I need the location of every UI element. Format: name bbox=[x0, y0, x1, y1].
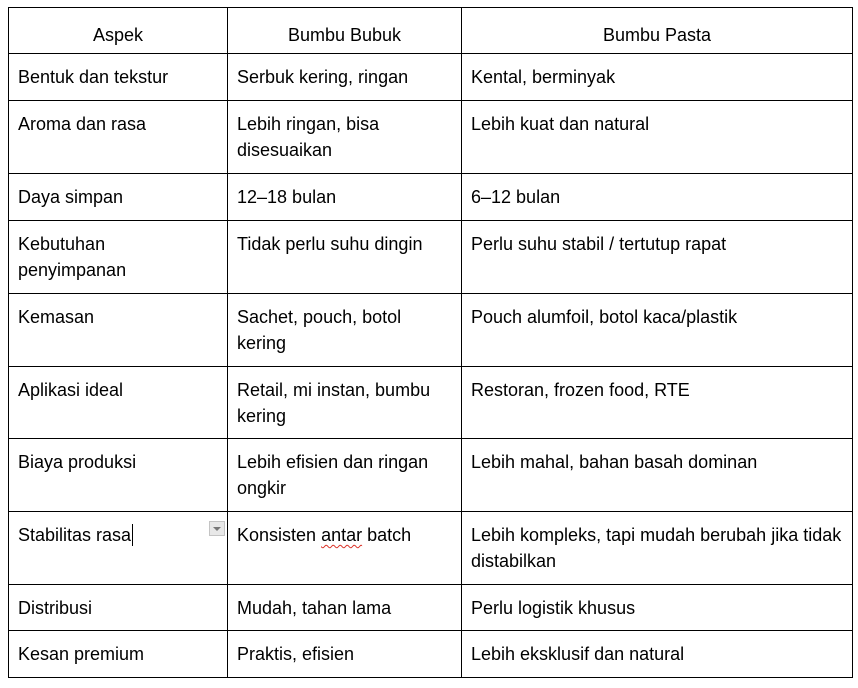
table-row bbox=[9, 367, 853, 439]
table-header-row bbox=[9, 8, 853, 54]
pasta-cell[interactable]: Lebih kuat dan natural bbox=[462, 101, 853, 174]
aspect-cell[interactable]: Daya simpan bbox=[9, 174, 228, 221]
pasta-cell[interactable]: Perlu logistik khusus bbox=[462, 585, 853, 631]
pasta-cell[interactable]: Lebih kompleks, tapi mudah berubah jika tidak distabilkan bbox=[462, 512, 853, 585]
header-bumbu-pasta[interactable]: Bumbu Pasta bbox=[462, 8, 853, 54]
bubuk-text-before: Konsisten bbox=[237, 525, 322, 545]
bubuk-cell[interactable]: 12–18 bulan bbox=[228, 174, 462, 221]
bubuk-cell[interactable]: Praktis, efisien bbox=[228, 631, 462, 678]
pasta-cell[interactable]: Perlu suhu stabil / tertutup rapat bbox=[462, 221, 853, 294]
table-row bbox=[9, 54, 853, 101]
comparison-table bbox=[8, 7, 853, 678]
table-row bbox=[9, 221, 853, 294]
aspect-cell-active[interactable] bbox=[9, 512, 228, 585]
bubuk-cell[interactable]: Tidak perlu suhu dingin bbox=[228, 221, 462, 294]
pasta-cell[interactable]: 6–12 bulan bbox=[462, 174, 853, 221]
table-row bbox=[9, 101, 853, 174]
table-row bbox=[9, 174, 853, 221]
bubuk-cell[interactable]: Serbuk kering, ringan bbox=[228, 54, 462, 101]
pasta-cell[interactable]: Restoran, frozen food, RTE bbox=[462, 367, 853, 439]
text-cursor bbox=[132, 524, 133, 546]
header-bumbu-bubuk[interactable]: Bumbu Bubuk bbox=[228, 8, 462, 54]
pasta-cell[interactable]: Lebih mahal, bahan basah dominan bbox=[462, 439, 853, 512]
bubuk-cell[interactable]: Sachet, pouch, botol kering bbox=[228, 294, 462, 367]
table-row bbox=[9, 631, 853, 678]
aspect-cell[interactable]: Bentuk dan tekstur bbox=[9, 54, 228, 101]
aspect-cell[interactable]: Kebutuhan penyimpanan bbox=[9, 221, 228, 294]
aspect-cell[interactable]: Aroma dan rasa bbox=[9, 101, 228, 174]
spellcheck-flagged-word[interactable]: antar bbox=[321, 525, 363, 545]
aspect-label: Stabilitas rasa bbox=[18, 525, 132, 545]
bubuk-cell[interactable] bbox=[228, 512, 462, 585]
aspect-cell[interactable]: Distribusi bbox=[9, 585, 228, 631]
aspect-cell[interactable]: Aplikasi ideal bbox=[9, 367, 228, 439]
table-row bbox=[9, 294, 853, 367]
table-row bbox=[9, 439, 853, 512]
chevron-down-icon[interactable] bbox=[209, 521, 225, 536]
header-aspek[interactable]: Aspek bbox=[9, 8, 228, 54]
pasta-cell[interactable]: Kental, berminyak bbox=[462, 54, 853, 101]
table-row bbox=[9, 585, 853, 631]
bubuk-cell[interactable]: Mudah, tahan lama bbox=[228, 585, 462, 631]
bubuk-text-after: batch bbox=[362, 525, 412, 545]
bubuk-cell[interactable]: Retail, mi instan, bumbu kering bbox=[228, 367, 462, 439]
pasta-cell[interactable]: Pouch alumfoil, botol kaca/plastik bbox=[462, 294, 853, 367]
table-row-active bbox=[9, 512, 853, 585]
pasta-cell[interactable]: Lebih eksklusif dan natural bbox=[462, 631, 853, 678]
bubuk-cell[interactable]: Lebih efisien dan ringan ongkir bbox=[228, 439, 462, 512]
aspect-cell[interactable]: Kesan premium bbox=[9, 631, 228, 678]
aspect-cell[interactable]: Kemasan bbox=[9, 294, 228, 367]
bubuk-cell[interactable]: Lebih ringan, bisa disesuaikan bbox=[228, 101, 462, 174]
aspect-cell[interactable]: Biaya produksi bbox=[9, 439, 228, 512]
